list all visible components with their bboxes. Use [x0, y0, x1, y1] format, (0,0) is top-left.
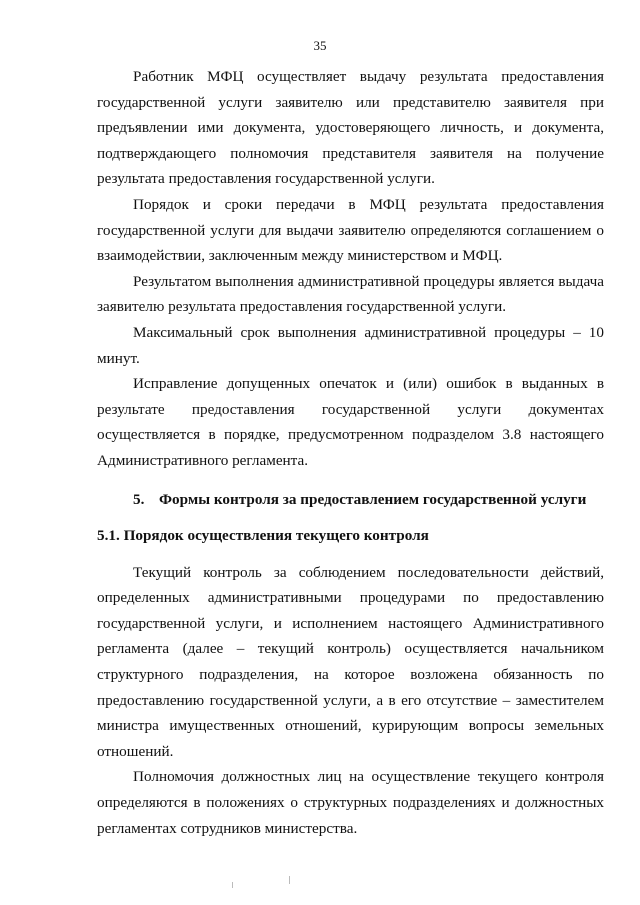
paragraph-procedure-result: Результатом выполнения административной процедуры является выдача заявителю результата предоставления государственной услуги. [97, 272, 604, 316]
paragraph-typo-correction: Исправление допущенных опечаток и (или) ошибок в выданных в результате предоставления государственной услуги документах осуществляется в порядке, предусмотренном подразделом 3.8 настоящего Административного регламента. [97, 375, 604, 469]
page-number: 35 [313, 38, 327, 53]
subsection-heading: 5.1. Порядок осуществления текущего контроля [97, 527, 429, 545]
scan-artifact [232, 882, 233, 888]
document-body [97, 64, 604, 841]
section-number: 5. [133, 490, 145, 508]
paragraph-transfer-terms: Порядок и сроки передачи в МФЦ результата предоставления государственной услуги для выдачи заявителю определяются соглашением о взаимодействии, заключенным между министерством и МФЦ. [97, 195, 604, 265]
paragraph-issuance: Работник МФЦ осуществляет выдачу результата предоставления государственной услуги заявителю или представителю заявителя при предъявлении ими документа, удостоверяющего личность, и документа, подтверждающего полномочия представителя заявителя на получение результата предоставления государственной услуги. [97, 68, 604, 188]
paragraph-current-control: Текущий контроль за соблюдением последовательности действий, определенных административными процедурами по предоставлению государственной услуги, и исполнением настоящего Административного регламента (далее – текущий контроль) осуществляется начальником структурного подразделения, на которое возложена обязанность по предоставлению государственной услуги, а в его отсутствие – заместителем министра имущественных отношений, курирующим вопросы земельных отношений. [97, 563, 604, 760]
section-title: Формы контроля за предоставлением государственной услуги [159, 490, 587, 508]
scan-artifact [289, 876, 290, 884]
paragraph-control-powers: Полномочия должностных лиц на осуществление текущего контроля определяются в положениях о структурных подразделениях и должностных регламентах сотрудников министерства. [97, 768, 604, 837]
section-heading [97, 487, 604, 513]
paragraph-max-duration: Максимальный срок выполнения административной процедуры – 10 минут. [97, 323, 604, 367]
